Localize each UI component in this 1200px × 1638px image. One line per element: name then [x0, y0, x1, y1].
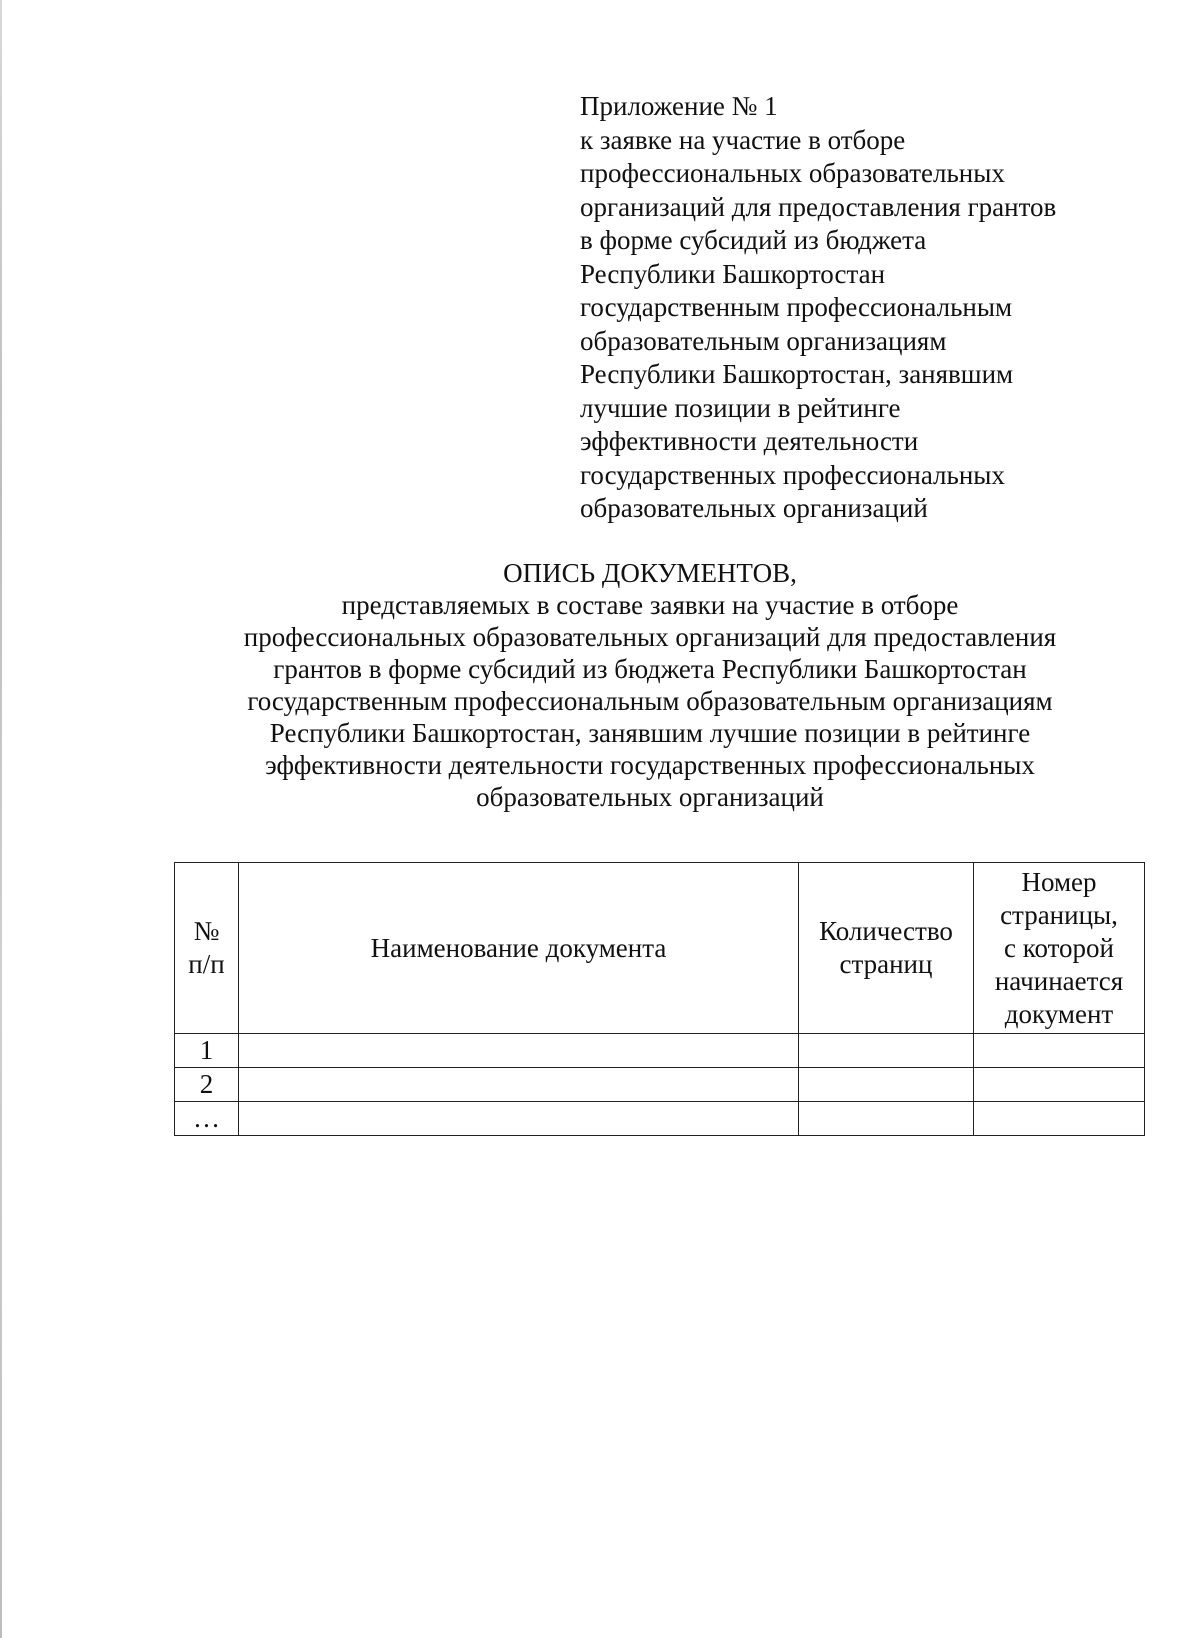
header-number-line: п/п [188, 949, 225, 979]
appendix-line: к заявке на участие в отборе [580, 124, 906, 155]
row-page-count[interactable] [799, 1102, 974, 1136]
header-document-name [239, 863, 799, 1034]
row-start-page[interactable] [974, 1068, 1145, 1102]
header-start-page-line: начинается [994, 965, 1124, 996]
row-document-name[interactable] [239, 1034, 799, 1068]
scan-edge [0, 0, 2, 1638]
appendix-line: образовательным организациям [580, 325, 947, 356]
table-row [175, 1068, 1145, 1102]
header-page-count-line: страниц [839, 949, 933, 979]
header-page-count [799, 863, 974, 1034]
row-number: 2 [175, 1068, 239, 1102]
appendix-line: государственных профессиональных [580, 459, 1005, 490]
header-document-name-text: Наименование документа [370, 932, 667, 963]
header-start-page-line: с которой [1003, 932, 1115, 963]
row-start-page[interactable] [974, 1102, 1145, 1136]
appendix-line: в форме субсидий из бюджета [580, 225, 927, 255]
row-page-count[interactable] [799, 1068, 974, 1102]
document-subtitle-line: представляемых в составе заявки на участие в отборе [341, 590, 959, 620]
table-row [175, 1102, 1145, 1136]
appendix-line: образовательных организаций [580, 493, 928, 523]
document-title: ОПИСЬ ДОКУМЕНТОВ, [503, 558, 797, 588]
header-start-page-line: Номер [1021, 866, 1097, 897]
row-page-count[interactable] [799, 1034, 974, 1068]
row-document-name[interactable] [239, 1102, 799, 1136]
row-document-name[interactable] [239, 1068, 799, 1102]
appendix-line: Республики Башкортостан [580, 258, 886, 289]
row-start-page[interactable] [974, 1034, 1145, 1068]
appendix-line: организаций для предоставления грантов [580, 191, 1057, 222]
documents-table [174, 862, 1145, 1136]
document-subtitle-line: эффективности деятельности государственных профессиональных [265, 750, 1035, 780]
document-subtitle-line: грантов в форме субсидий из бюджета Республики Башкортостан [273, 654, 1027, 684]
table-row [175, 1034, 1145, 1068]
header-number [175, 863, 239, 1034]
header-start-page-line: документ [1004, 998, 1114, 1029]
header-page-count-line: Количество [819, 916, 953, 946]
appendix-line: профессиональных образовательных [580, 158, 1005, 188]
document-heading [150, 557, 1150, 813]
row-number: … [175, 1102, 239, 1136]
appendix-line: государственным профессиональным [580, 292, 1013, 322]
appendix-line: эффективности деятельности [580, 426, 919, 456]
table-header-row [175, 863, 1145, 1034]
appendix-line: лучшие позиции в рейтинге [580, 392, 901, 423]
appendix-block [580, 90, 1160, 526]
appendix-line: Приложение № 1 [580, 91, 778, 121]
header-start-page [974, 863, 1145, 1034]
row-number: 1 [175, 1034, 239, 1068]
document-subtitle-line: государственным профессиональным образовательным организациям [247, 686, 1053, 716]
document-subtitle-line: Республики Башкортостан, занявшим лучшие позиции в рейтинге [269, 718, 1031, 748]
appendix-line: Республики Башкортостан, занявшим [580, 359, 1014, 389]
document-subtitle-line: профессиональных образовательных организаций для предоставления [243, 622, 1057, 652]
document-subtitle-line: образовательных организаций [476, 782, 824, 812]
header-start-page-line: страницы, [1000, 899, 1118, 930]
header-number-line: № [193, 916, 220, 946]
